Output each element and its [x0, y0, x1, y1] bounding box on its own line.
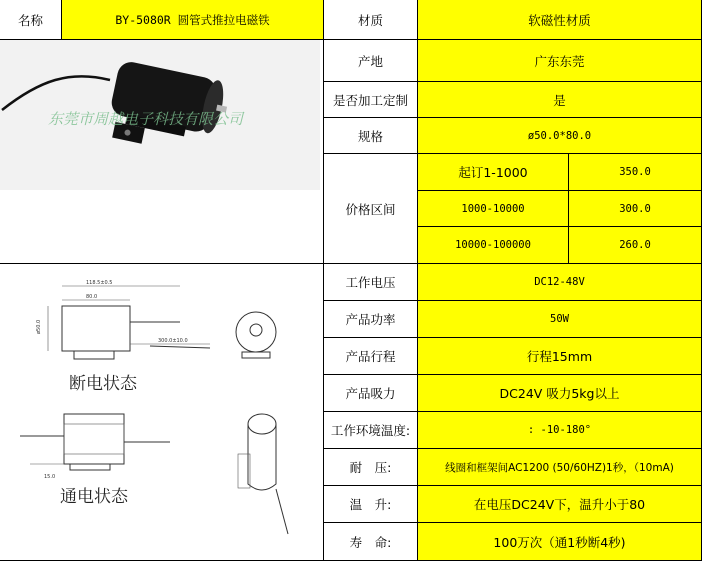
material-label: 材质 — [357, 12, 383, 28]
withstand-value: 线圈和框架间AC1200 (50/60HZ)1秒，（10mA) — [445, 461, 674, 474]
drawing-off-state — [48, 286, 210, 359]
price-label-cell — [324, 154, 418, 264]
price-range-1: 起订1-1000 — [458, 165, 528, 180]
temp-rise-value-cell — [418, 486, 702, 523]
voltage-label: 工作电压 — [345, 275, 396, 290]
price-value-2: 300.0 — [619, 202, 651, 215]
life-label-cell — [324, 523, 418, 561]
stroke-label: 产品行程 — [345, 349, 396, 364]
drawings-cell — [0, 264, 324, 561]
watermark-text: 东莞市周越电子科技有限公司 — [48, 111, 244, 128]
price-value-cell-3 — [569, 227, 702, 264]
withstand-value-cell — [418, 449, 702, 486]
stroke-label-cell — [324, 338, 418, 375]
power-value-cell — [418, 301, 702, 338]
material-label-cell — [324, 0, 418, 40]
power-value: 50W — [550, 313, 569, 325]
custom-value: 是 — [553, 92, 566, 108]
life-value-cell — [418, 523, 702, 561]
origin-label: 产地 — [357, 53, 383, 69]
temperature-label: 工作环境温度: — [330, 423, 411, 438]
life-value: 100万次（通1秒断4秒) — [493, 534, 626, 550]
name-label: 名称 — [17, 12, 43, 28]
force-label: 产品吸力 — [345, 386, 396, 401]
withstand-label-cell — [324, 449, 418, 486]
custom-label-cell — [324, 82, 418, 118]
price-value-3: 260.0 — [619, 239, 651, 251]
force-label-cell — [324, 375, 418, 412]
drawing-on-state — [20, 414, 170, 470]
temperature-label-cell — [324, 412, 418, 449]
material-value: 软磁性材质 — [528, 12, 591, 28]
price-range-cell-3 — [418, 227, 569, 264]
origin-label-cell — [324, 40, 418, 82]
name-label-cell — [0, 0, 62, 40]
stroke-value-cell — [418, 338, 702, 375]
temp-rise-label: 温 升: — [349, 497, 392, 512]
size-value-cell — [418, 118, 702, 154]
photo-cell — [0, 40, 324, 264]
voltage-label-cell — [324, 264, 418, 301]
state-on-label: 通电状态 — [60, 487, 128, 507]
temp-rise-value: 在电压DC24V下，温升小于80 — [473, 497, 646, 512]
price-label: 价格区间 — [345, 201, 396, 217]
origin-value-cell — [418, 40, 702, 82]
withstand-label: 耐 压: — [349, 460, 392, 475]
custom-label: 是否加工定制 — [332, 92, 408, 108]
power-label: 产品功率 — [345, 312, 396, 327]
dim-lead: 300.0±10.0 — [158, 338, 188, 344]
origin-value: 广东东莞 — [534, 53, 585, 69]
temperature-value: : -10-180° — [527, 424, 592, 436]
drawing-isometric — [238, 414, 288, 534]
material-value-cell — [418, 0, 702, 40]
product-photo — [0, 40, 320, 190]
price-range-2: 1000-10000 — [461, 202, 525, 215]
price-value-1: 350.0 — [619, 166, 651, 178]
voltage-value: DC12-48V — [534, 276, 585, 288]
voltage-value-cell — [418, 264, 702, 301]
technical-drawings — [0, 264, 322, 559]
price-value-cell-1 — [569, 154, 702, 191]
price-range-cell-2 — [418, 191, 569, 227]
force-value: DC24V 吸力5kg以上 — [499, 386, 620, 401]
dim-top-2: 80.0 — [86, 294, 98, 300]
force-value-cell — [418, 375, 702, 412]
product-name: BY-5080R 圆管式推拉电磁铁 — [115, 12, 270, 27]
price-range-3: 10000-100000 — [455, 239, 531, 251]
size-label: 规格 — [357, 128, 383, 144]
price-value-cell-2 — [569, 191, 702, 227]
product-name-cell — [62, 0, 324, 40]
drawing-end-view — [236, 312, 276, 358]
state-off-label: 断电状态 — [69, 374, 137, 394]
power-label-cell — [324, 301, 418, 338]
stroke-value: 行程15mm — [526, 349, 593, 364]
size-value: ø50.0*80.0 — [527, 129, 592, 142]
price-range-cell-1 — [418, 154, 569, 191]
dim-top-1: 118.5±0.5 — [86, 280, 113, 286]
temperature-value-cell — [418, 412, 702, 449]
size-label-cell — [324, 118, 418, 154]
custom-value-cell — [418, 82, 702, 118]
temp-rise-label-cell — [324, 486, 418, 523]
life-label: 寿 命: — [349, 534, 392, 550]
dim-side: ø50.0 — [36, 319, 42, 334]
dim-small: 15.0 — [44, 474, 56, 480]
